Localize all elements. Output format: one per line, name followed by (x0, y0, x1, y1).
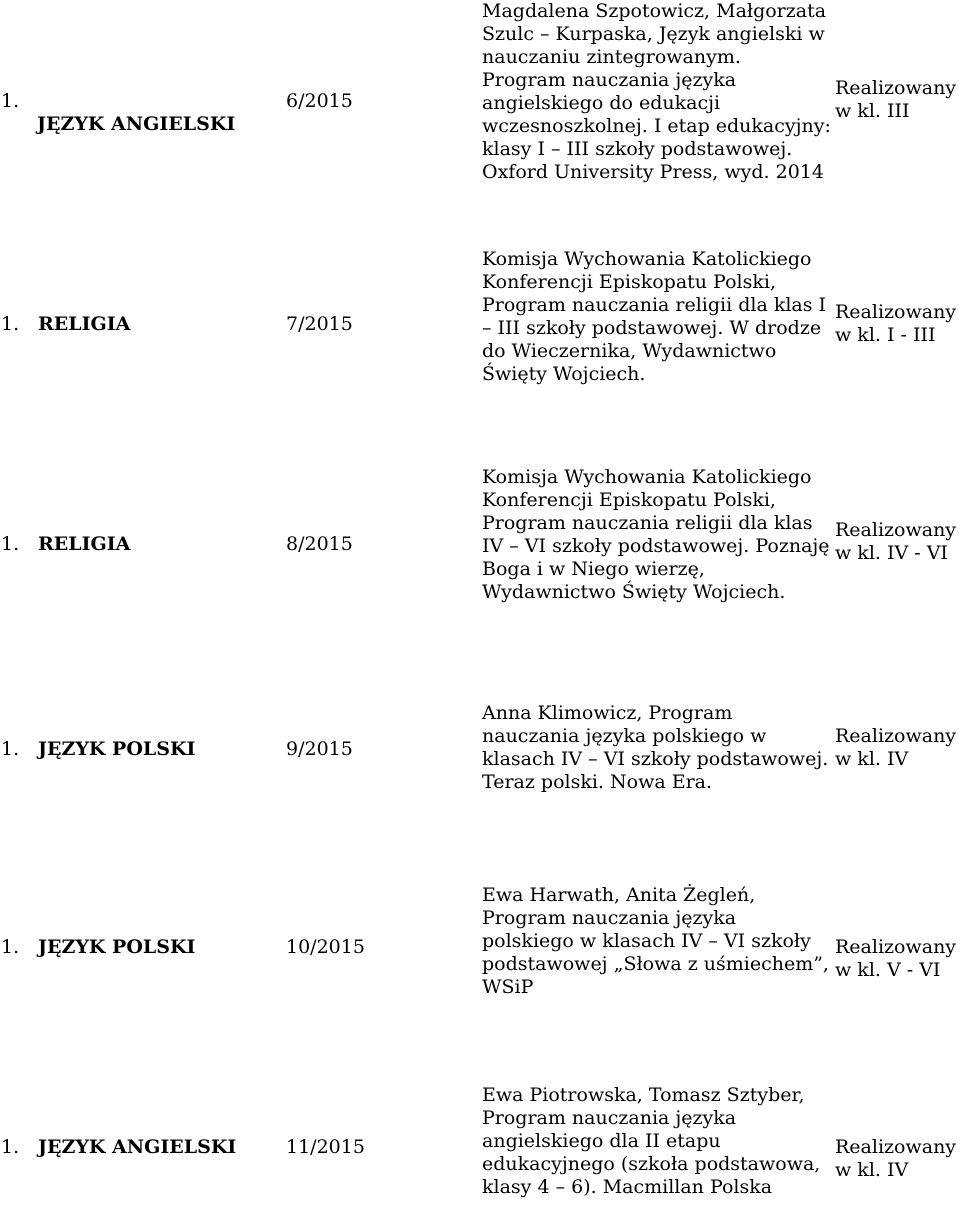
row-number: 1. (1, 533, 20, 555)
description-line: polskiego w klasach IV – VI szkoły (482, 930, 811, 952)
description-line: nauczaniu zintegrowanym. (482, 46, 741, 68)
description-line: Magdalena Szpotowicz, Małgorzata (482, 0, 827, 22)
description-line: Program nauczania języka (482, 69, 737, 91)
status (835, 936, 956, 982)
status (835, 519, 956, 565)
program-description (482, 702, 828, 794)
status-classes: w kl. I - III (835, 324, 936, 346)
description-line: Komisja Wychowania Katolickiego (482, 466, 812, 488)
program-code: 7/2015 (286, 313, 353, 335)
description-line: Program nauczania religii dla klas (482, 512, 813, 534)
row-number: 1. (1, 738, 20, 760)
status-label: Realizowany (835, 725, 957, 747)
program-code: 11/2015 (286, 1136, 365, 1158)
description-line: Konferencji Episkopatu Polski, (482, 271, 776, 293)
description-line: Komisja Wychowania Katolickiego (482, 248, 812, 270)
program-description (482, 1084, 820, 1199)
program-code: 10/2015 (286, 936, 365, 958)
row-number: 1. (1, 1136, 20, 1158)
description-line: Program nauczania języka (482, 1107, 737, 1129)
status-classes: w kl. IV (835, 1159, 909, 1181)
description-line: podstawowej „Słowa z uśmiechem”, (482, 953, 829, 975)
description-line: Program nauczania religii dla klas I (482, 294, 827, 316)
description-line: Wydawnictwo Święty Wojciech. (482, 581, 786, 603)
description-line: – III szkoły podstawowej. W drodze (482, 317, 822, 339)
description-line: klasy 4 – 6). Macmillan Polska (482, 1176, 773, 1198)
program-description (482, 248, 826, 386)
status-label: Realizowany (835, 519, 957, 541)
subject-name: JĘZYK POLSKI (38, 738, 196, 760)
subject-name: JĘZYK POLSKI (38, 936, 196, 958)
description-line: angielskiego do edukacji (482, 92, 721, 114)
status-label: Realizowany (835, 1136, 957, 1158)
description-line: Program nauczania języka (482, 907, 737, 929)
program-description (482, 466, 830, 604)
status-label: Realizowany (835, 936, 957, 958)
description-line: Ewa Harwath, Anita Żegleń, (482, 884, 756, 906)
description-line: klasy I – III szkoły podstawowej. (482, 138, 793, 160)
description-line: edukacyjnego (szkoła podstawowa, (482, 1153, 821, 1175)
row-number: 1. (1, 313, 20, 335)
program-row (0, 1084, 960, 1209)
description-line: Święty Wojciech. (482, 363, 646, 385)
description-line: klasach IV – VI szkoły podstawowej. (482, 748, 829, 770)
status (835, 301, 956, 347)
subject-name: RELIGIA (38, 313, 131, 335)
description-line: Oxford University Press, wyd. 2014 (482, 161, 824, 183)
description-line: Ewa Piotrowska, Tomasz Sztyber, (482, 1084, 805, 1106)
program-code: 6/2015 (286, 90, 353, 112)
status-classes: w kl. III (835, 100, 910, 122)
program-description (482, 0, 831, 184)
program-code: 9/2015 (286, 738, 353, 760)
description-line: Teraz polski. Nowa Era. (482, 771, 713, 793)
description-line: Anna Klimowicz, Program (482, 702, 733, 724)
description-line: WSiP (482, 976, 534, 998)
row-number: 1. (1, 936, 20, 958)
description-line: do Wieczernika, Wydawnictwo (482, 340, 777, 362)
program-row (0, 0, 960, 210)
description-line: Szulc – Kurpaska, Język angielski w (482, 23, 825, 45)
program-row (0, 702, 960, 802)
subject-name: JĘZYK ANGIELSKI (37, 113, 236, 135)
program-description (482, 884, 829, 999)
description-line: angielskiego dla II etapu (482, 1130, 721, 1152)
subject-name: JĘZYK ANGIELSKI (38, 1136, 237, 1158)
status (835, 77, 956, 123)
description-line: Konferencji Episkopatu Polski, (482, 489, 776, 511)
status-label: Realizowany (835, 77, 957, 99)
description-line: wczesnoszkolnej. I etap edukacyjny: (482, 115, 831, 137)
row-number: 1. (1, 90, 20, 112)
status (835, 725, 956, 771)
status (835, 1136, 956, 1182)
status-classes: w kl. IV (835, 748, 909, 770)
program-code: 8/2015 (286, 533, 353, 555)
program-row (0, 248, 960, 408)
description-line: IV – VI szkoły podstawowej. Poznaję (482, 535, 830, 557)
description-line: nauczania języka polskiego w (482, 725, 767, 747)
program-row (0, 884, 960, 1014)
program-row (0, 466, 960, 626)
status-label: Realizowany (835, 301, 957, 323)
subject-name: RELIGIA (38, 533, 131, 555)
description-line: Boga i w Niego wierzę, (482, 558, 705, 580)
status-classes: w kl. V - VI (835, 959, 941, 981)
status-classes: w kl. IV - VI (835, 542, 948, 564)
